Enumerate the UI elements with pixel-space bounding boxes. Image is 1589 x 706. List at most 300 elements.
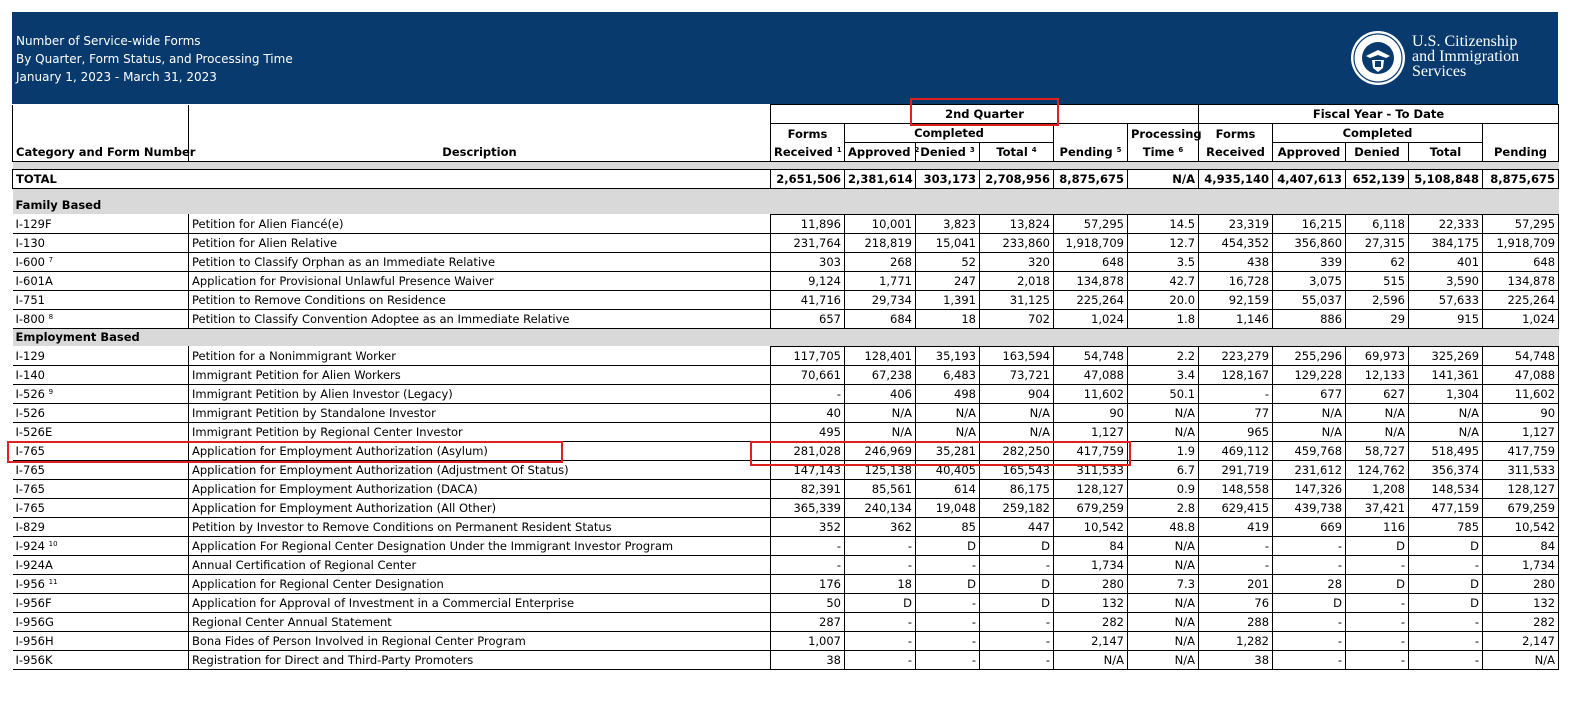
form-number [13, 346, 189, 365]
cell-approved: 67,238 [845, 365, 916, 384]
cell-pending: 57,295 [1054, 214, 1128, 233]
agency-name-line-1: U.S. Citizenship [1412, 33, 1518, 50]
cell-total: D [980, 574, 1054, 593]
form-code: I-751 [15, 292, 45, 307]
cell-pending: 84 [1054, 536, 1128, 555]
cell-received: 1,007 [771, 631, 845, 650]
pending-header [1054, 143, 1128, 162]
cell-approved: 246,969 [845, 441, 916, 460]
cell-fy-pending: 10,542 [1483, 517, 1559, 536]
form-code: I-130 [15, 235, 45, 250]
cell-received: 41,716 [771, 290, 845, 309]
cell-fy-pending: 417,759 [1483, 441, 1559, 460]
form-number [13, 403, 189, 422]
cell-total: 904 [980, 384, 1054, 403]
cell-fy-denied: 62 [1346, 252, 1409, 271]
cell-approved: 125,138 [845, 460, 916, 479]
form-description: Petition for Alien Fiancé(e) [189, 214, 771, 233]
cell-fy-pending: 311,533 [1483, 460, 1559, 479]
cell-fy-total: N/A [1409, 403, 1483, 422]
cell-denied: 18 [916, 309, 980, 328]
cell-fy-received: 76 [1199, 593, 1273, 612]
form-number [13, 593, 189, 612]
cell-processing-time: N/A [1128, 555, 1199, 574]
cell-fy-received: 128,167 [1199, 365, 1273, 384]
cell-fy-total: 915 [1409, 309, 1483, 328]
report-date-range: January 1, 2023 - March 31, 2023 [16, 70, 217, 84]
cell-fy-received: 469,112 [1199, 441, 1273, 460]
footnote-ref: 7 [48, 255, 54, 264]
table-row [13, 309, 1559, 328]
form-code: I-829 [15, 519, 45, 534]
form-code: I-526 [15, 405, 45, 420]
denied-header [916, 143, 980, 162]
form-code: I-140 [15, 367, 45, 382]
footnote-ref: 5 [1116, 146, 1122, 154]
form-code: I-956G [15, 614, 54, 629]
form-number [13, 517, 189, 536]
total-processing-time: N/A [1128, 170, 1199, 189]
cell-fy-received: 629,415 [1199, 498, 1273, 517]
cell-fy-denied: 627 [1346, 384, 1409, 403]
form-description: Application for Approval of Investment in a Commercial Enterprise [189, 593, 771, 612]
cell-approved: D [845, 593, 916, 612]
form-number [13, 460, 189, 479]
cell-approved: 1,771 [845, 271, 916, 290]
cell-processing-time: 50.1 [1128, 384, 1199, 403]
cell-fy-approved: D [1273, 593, 1346, 612]
table-row [13, 233, 1559, 252]
cell-fy-approved: - [1273, 536, 1346, 555]
cell-fy-total: 1,304 [1409, 384, 1483, 403]
cell-processing-time: 1.8 [1128, 309, 1199, 328]
cell-processing-time: 1.9 [1128, 441, 1199, 460]
form-description: Petition for Alien Relative [189, 233, 771, 252]
cell-received: 11,896 [771, 214, 845, 233]
form-code: I-765 [15, 462, 45, 477]
table-row [13, 346, 1559, 365]
footnote-ref: 10 [48, 539, 58, 548]
cell-fy-total: - [1409, 555, 1483, 574]
form-code: I-956 [15, 576, 45, 591]
form-number [13, 252, 189, 271]
cell-approved: 240,134 [845, 498, 916, 517]
cell-total: 13,824 [980, 214, 1054, 233]
cell-pending: 417,759 [1054, 441, 1128, 460]
form-number [13, 290, 189, 309]
form-number [13, 612, 189, 631]
form-code: I-956F [15, 595, 52, 610]
cell-received: 352 [771, 517, 845, 536]
footnote-ref: 9 [48, 387, 54, 396]
cell-denied: 52 [916, 252, 980, 271]
cell-fy-total: 477,159 [1409, 498, 1483, 517]
table-row [13, 498, 1559, 517]
cell-denied: 6,483 [916, 365, 980, 384]
cell-fy-received: 438 [1199, 252, 1273, 271]
form-code: I-129 [15, 348, 45, 363]
cell-received: 657 [771, 309, 845, 328]
cell-fy-pending: 128,127 [1483, 479, 1559, 498]
form-description: Application for Provisional Unlawful Presence Waiver [189, 271, 771, 290]
cell-total: 31,125 [980, 290, 1054, 309]
cell-pending: 134,878 [1054, 271, 1128, 290]
cell-denied: 85 [916, 517, 980, 536]
cell-fy-denied: 12,133 [1346, 365, 1409, 384]
cell-fy-received: 223,279 [1199, 346, 1273, 365]
footnote-ref: 11 [48, 577, 58, 586]
cell-received: - [771, 536, 845, 555]
cell-fy-received: 92,159 [1199, 290, 1273, 309]
cell-approved: - [845, 555, 916, 574]
cell-approved: N/A [845, 403, 916, 422]
cell-fy-approved: - [1273, 555, 1346, 574]
cell-total: 702 [980, 309, 1054, 328]
cell-fy-pending: 134,878 [1483, 271, 1559, 290]
total-fy-received: 4,935,140 [1199, 170, 1273, 189]
cell-pending: 282 [1054, 612, 1128, 631]
form-description: Petition by Investor to Remove Conditions on Permanent Resident Status [189, 517, 771, 536]
cell-pending: 1,918,709 [1054, 233, 1128, 252]
table-row [13, 252, 1559, 271]
cell-fy-received: 288 [1199, 612, 1273, 631]
cell-fy-denied: - [1346, 631, 1409, 650]
cell-processing-time: N/A [1128, 422, 1199, 441]
cell-pending: N/A [1054, 650, 1128, 669]
cell-approved: - [845, 612, 916, 631]
cell-denied: 614 [916, 479, 980, 498]
form-code: I-765 [15, 443, 45, 458]
cell-denied: D [916, 574, 980, 593]
cell-fy-denied: - [1346, 555, 1409, 574]
completed-header: Completed [845, 124, 1054, 143]
report-title: Number of Service-wide Forms [16, 34, 201, 48]
cell-approved: 18 [845, 574, 916, 593]
cell-fy-denied: 69,973 [1346, 346, 1409, 365]
cell-fy-total: N/A [1409, 422, 1483, 441]
cell-processing-time: 12.7 [1128, 233, 1199, 252]
cell-fy-approved: 459,768 [1273, 441, 1346, 460]
fy-forms-header: Forms [1199, 124, 1273, 143]
form-code: I-129F [15, 216, 52, 231]
footnote-ref: 2 [914, 146, 920, 154]
cell-fy-total: 356,374 [1409, 460, 1483, 479]
cell-fy-approved: 339 [1273, 252, 1346, 271]
processing-header: Processing [1128, 124, 1199, 143]
approved-header-label: Approved [848, 145, 911, 159]
cell-total: 320 [980, 252, 1054, 271]
cell-fy-approved: 28 [1273, 574, 1346, 593]
total-pending: 8,875,675 [1054, 170, 1128, 189]
cell-received: 147,143 [771, 460, 845, 479]
form-number [13, 555, 189, 574]
cell-fy-total: 22,333 [1409, 214, 1483, 233]
cell-received: 176 [771, 574, 845, 593]
cell-approved: 362 [845, 517, 916, 536]
cell-fy-pending: 648 [1483, 252, 1559, 271]
cell-fy-approved: 55,037 [1273, 290, 1346, 309]
cell-fy-total: 141,361 [1409, 365, 1483, 384]
form-code: I-924 [15, 538, 45, 553]
form-number [13, 574, 189, 593]
cell-fy-received: - [1199, 555, 1273, 574]
report-sheet [12, 12, 1558, 670]
cell-processing-time: 42.7 [1128, 271, 1199, 290]
cell-pending: 47,088 [1054, 365, 1128, 384]
form-number [13, 536, 189, 555]
cell-fy-received: 291,719 [1199, 460, 1273, 479]
cell-fy-denied: 2,596 [1346, 290, 1409, 309]
table-row [13, 650, 1559, 669]
table-row [13, 517, 1559, 536]
cell-received: 38 [771, 650, 845, 669]
cell-fy-denied: - [1346, 593, 1409, 612]
cell-approved: 268 [845, 252, 916, 271]
forms-header: Forms [771, 124, 845, 143]
agency-name-line-2: and Immigration [1412, 48, 1520, 65]
table-row [13, 593, 1559, 612]
report-subtitle: By Quarter, Form Status, and Processing Time [16, 52, 293, 66]
fy-approved-header: Approved [1273, 143, 1346, 162]
category-header: Category and Form Number [13, 143, 189, 162]
cell-received: 9,124 [771, 271, 845, 290]
form-code: I-956K [15, 652, 53, 667]
cell-denied: 15,041 [916, 233, 980, 252]
cell-fy-pending: N/A [1483, 650, 1559, 669]
form-description: Application for Employment Authorization (Adjustment Of Status) [189, 460, 771, 479]
total-fy-denied: 652,139 [1346, 170, 1409, 189]
spacer-row [13, 189, 1559, 197]
cell-fy-received: 965 [1199, 422, 1273, 441]
cell-total: 165,543 [980, 460, 1054, 479]
fy-pending-header: Pending [1483, 143, 1559, 162]
approved-header [845, 143, 920, 162]
cell-total: 447 [980, 517, 1054, 536]
footnote-ref: 1 [836, 146, 842, 154]
fy-completed-header: Completed [1273, 124, 1483, 143]
cell-total: 282,250 [980, 441, 1054, 460]
cell-denied: 3,823 [916, 214, 980, 233]
cell-denied: - [916, 631, 980, 650]
form-number [13, 214, 189, 233]
cell-fy-total: 785 [1409, 517, 1483, 536]
cell-fy-approved: 231,612 [1273, 460, 1346, 479]
dhs-seal-icon [1350, 30, 1406, 86]
section-family-based [13, 197, 1559, 215]
cell-fy-denied: D [1346, 536, 1409, 555]
form-description: Annual Certification of Regional Center [189, 555, 771, 574]
form-code: I-600 [15, 254, 45, 269]
cell-processing-time: 20.0 [1128, 290, 1199, 309]
cell-fy-total: - [1409, 612, 1483, 631]
cell-total: D [980, 536, 1054, 555]
cell-fy-denied: 515 [1346, 271, 1409, 290]
table-row [13, 612, 1559, 631]
cell-fy-received: - [1199, 384, 1273, 403]
cell-fy-pending: 84 [1483, 536, 1559, 555]
total-row [13, 170, 1559, 189]
form-description: Registration for Direct and Third-Party Promoters [189, 650, 771, 669]
cell-pending: 54,748 [1054, 346, 1128, 365]
cell-total: - [980, 631, 1054, 650]
table-row [13, 290, 1559, 309]
cell-processing-time: N/A [1128, 650, 1199, 669]
cell-fy-pending: 280 [1483, 574, 1559, 593]
cell-fy-received: 1,282 [1199, 631, 1273, 650]
cell-pending: 11,602 [1054, 384, 1128, 403]
cell-fy-denied: 27,315 [1346, 233, 1409, 252]
cell-fy-denied: 58,727 [1346, 441, 1409, 460]
cell-fy-pending: 282 [1483, 612, 1559, 631]
table-row [13, 574, 1559, 593]
cell-fy-received: - [1199, 536, 1273, 555]
cell-processing-time: N/A [1128, 593, 1199, 612]
table-row [13, 460, 1559, 479]
cell-fy-approved: 669 [1273, 517, 1346, 536]
cell-fy-total: 325,269 [1409, 346, 1483, 365]
form-description: Application for Employment Authorization (Asylum) [189, 441, 771, 460]
cell-total: 233,860 [980, 233, 1054, 252]
cell-denied: - [916, 555, 980, 574]
form-description: Immigrant Petition by Regional Center Investor [189, 422, 771, 441]
fy-total-header: Total [1409, 143, 1483, 162]
cell-total: N/A [980, 422, 1054, 441]
cell-received: 40 [771, 403, 845, 422]
header-row-1 [13, 105, 1559, 124]
total-header-label: Total [996, 145, 1028, 159]
cell-fy-approved: 886 [1273, 309, 1346, 328]
cell-processing-time: 6.7 [1128, 460, 1199, 479]
cell-approved: 10,001 [845, 214, 916, 233]
spacer-row [13, 162, 1559, 170]
cell-fy-denied: 116 [1346, 517, 1409, 536]
total-header [980, 143, 1054, 162]
cell-total: 259,182 [980, 498, 1054, 517]
time-header [1128, 143, 1199, 162]
cell-fy-approved: 147,326 [1273, 479, 1346, 498]
cell-total: D [980, 593, 1054, 612]
form-number [13, 422, 189, 441]
cell-fy-pending: 1,918,709 [1483, 233, 1559, 252]
table-row [13, 441, 1559, 460]
cell-fy-approved: 439,738 [1273, 498, 1346, 517]
cell-fy-denied: N/A [1346, 422, 1409, 441]
cell-fy-total: - [1409, 650, 1483, 669]
table-row [13, 422, 1559, 441]
form-description: Petition for a Nonimmigrant Worker [189, 346, 771, 365]
table-row [13, 271, 1559, 290]
cell-processing-time: 3.4 [1128, 365, 1199, 384]
cell-fy-total: 401 [1409, 252, 1483, 271]
form-description: Regional Center Annual Statement [189, 612, 771, 631]
form-number [13, 384, 189, 403]
cell-received: 70,661 [771, 365, 845, 384]
cell-total: 2,018 [980, 271, 1054, 290]
total-total: 2,708,956 [980, 170, 1054, 189]
cell-fy-total: D [1409, 593, 1483, 612]
footnote-ref: 6 [1178, 146, 1184, 154]
cell-approved: 406 [845, 384, 916, 403]
cell-pending: 679,259 [1054, 498, 1128, 517]
cell-processing-time: N/A [1128, 631, 1199, 650]
form-number [13, 631, 189, 650]
footnote-ref: 4 [1031, 146, 1037, 154]
table-row [13, 384, 1559, 403]
cell-fy-pending: 679,259 [1483, 498, 1559, 517]
section-employment-based-label: Employment Based [13, 328, 1559, 346]
form-description: Petition to Classify Orphan as an Immediate Relative [189, 252, 771, 271]
total-fy-pending: 8,875,675 [1483, 170, 1559, 189]
cell-fy-approved: 16,215 [1273, 214, 1346, 233]
cell-fy-approved: 129,228 [1273, 365, 1346, 384]
cell-denied: 40,405 [916, 460, 980, 479]
cell-fy-pending: 11,602 [1483, 384, 1559, 403]
cell-fy-received: 16,728 [1199, 271, 1273, 290]
cell-denied: - [916, 593, 980, 612]
cell-received: 303 [771, 252, 845, 271]
cell-fy-denied: - [1346, 650, 1409, 669]
cell-fy-total: 3,590 [1409, 271, 1483, 290]
cell-received: 281,028 [771, 441, 845, 460]
form-code: I-924A [15, 557, 53, 572]
cell-approved: 128,401 [845, 346, 916, 365]
section-employment-based [13, 328, 1559, 346]
cell-denied: N/A [916, 403, 980, 422]
time-header-label: Time [1142, 145, 1175, 159]
form-description: Application For Regional Center Designation Under the Immigrant Investor Program [189, 536, 771, 555]
cell-fy-denied: D [1346, 574, 1409, 593]
table-row [13, 555, 1559, 574]
cell-fy-approved: 677 [1273, 384, 1346, 403]
fytd-header: Fiscal Year - To Date [1199, 105, 1559, 124]
form-code: I-526E [15, 424, 53, 439]
cell-pending: 1,024 [1054, 309, 1128, 328]
report-banner [12, 12, 1558, 104]
denied-header-label: Denied [920, 145, 966, 159]
cell-pending: 225,264 [1054, 290, 1128, 309]
cell-denied: 35,193 [916, 346, 980, 365]
cell-pending: 10,542 [1054, 517, 1128, 536]
cell-pending: 1,127 [1054, 422, 1128, 441]
cell-fy-received: 201 [1199, 574, 1273, 593]
cell-denied: D [916, 536, 980, 555]
cell-pending: 2,147 [1054, 631, 1128, 650]
header-row-2 [13, 124, 1559, 143]
agency-name [1412, 34, 1519, 79]
cell-total: N/A [980, 403, 1054, 422]
cell-fy-pending: 54,748 [1483, 346, 1559, 365]
form-description: Petition to Classify Convention Adoptee as an Immediate Relative [189, 309, 771, 328]
cell-denied: 498 [916, 384, 980, 403]
cell-total: - [980, 612, 1054, 631]
cell-denied: - [916, 650, 980, 669]
form-number [13, 233, 189, 252]
cell-processing-time: 14.5 [1128, 214, 1199, 233]
header-row-3 [13, 143, 1559, 162]
cell-fy-approved: 255,296 [1273, 346, 1346, 365]
form-number [13, 271, 189, 290]
cell-fy-total: 384,175 [1409, 233, 1483, 252]
cell-approved: 29,734 [845, 290, 916, 309]
cell-fy-pending: 90 [1483, 403, 1559, 422]
cell-fy-received: 38 [1199, 650, 1273, 669]
form-code: I-601A [15, 273, 53, 288]
cell-received: - [771, 555, 845, 574]
cell-pending: 648 [1054, 252, 1128, 271]
fy-received-header: Received [1199, 143, 1273, 162]
cell-fy-received: 454,352 [1199, 233, 1273, 252]
cell-pending: 280 [1054, 574, 1128, 593]
